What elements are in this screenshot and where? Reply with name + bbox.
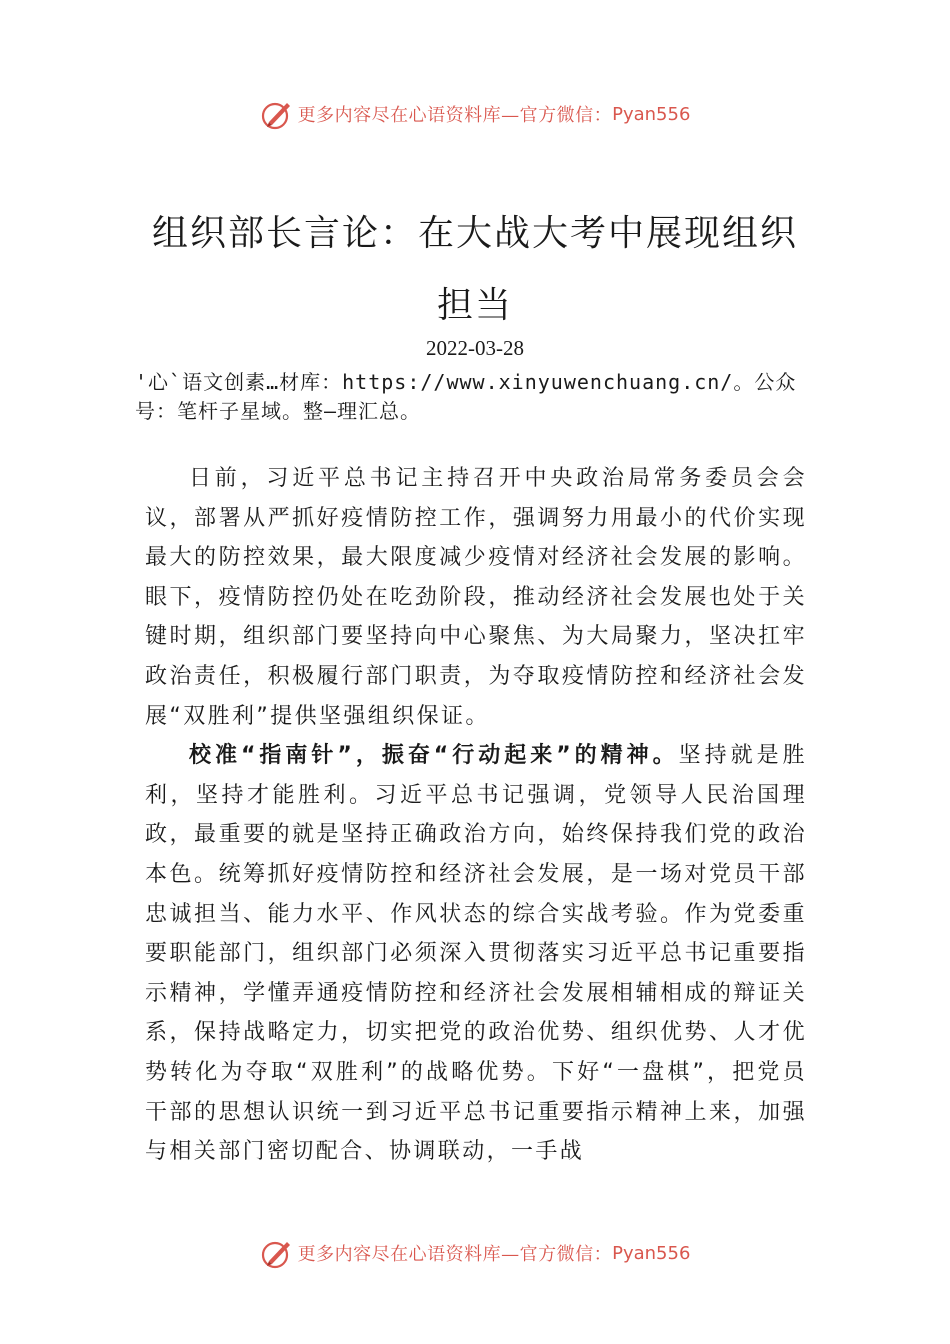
banner-text: 更多内容尽在心语资料库—官方微信： <box>297 1244 613 1265</box>
paragraph-2 <box>145 736 807 1172</box>
article-title: 组织部长言论：在大战大考中展现组织担当 <box>151 213 798 326</box>
pen-logo-icon <box>260 97 294 131</box>
article-body <box>145 459 807 1172</box>
paragraph-2-lead: 校准“指南针”，振奋“行动起来”的精神。 <box>189 743 679 769</box>
paragraph-1: 日前，习近平总书记主持召开中央政治局常务委员会会议，部署从严抓好疫情防控工作，强调努力用最小的代价实现最大的防控效果，最大限度减少疫情对经济社会发展的影响。眼下，疫情防控仍处在吃劲阶段，推动经济社会发展也处于关键时期，组织部门要坚持向中心聚焦、为大局聚力，坚决扛牢政治责任，积极履行部门职责，为夺取疫情防控和经济社会发展“双胜利”提供坚强组织保证。 <box>145 466 807 729</box>
banner-text: 更多内容尽在心语资料库—官方微信： <box>297 105 613 126</box>
pen-logo-icon <box>260 1236 294 1270</box>
source-note: '心`语文创素…材库：https://www.xinyuwenchuang.cn/。公众号：笔杆子星域。整—理汇总。 <box>135 370 797 423</box>
header-watermark-banner <box>0 94 950 134</box>
paragraph-2-text: 坚持就是胜利，坚持才能胜利。习近平总书记强调，党领导人民治国理政，最重要的就是坚持正确政治方向，始终保持我们党的政治本色。统筹抓好疫情防控和经济社会发展，是一场对党员干部忠诚担当、能力水平、作风状态的综合实战考验。作为党委重要职能部门，组织部门必须深入贯彻落实习近平总书记重要指示精神，学懂弄通疫情防控和经济社会发展相辅相成的辩证关系，保持战略定力，切实把党的政治优势、组织优势、人才优势转化为夺取“双胜利”的战略优势。下好“一盘棋”，把党员干部的思想认识统一到习近平总书记重要指示精神上来，加强与相关部门密切配合、协调联动，一手战 <box>145 743 807 1165</box>
banner-wechat-id: Pyan556 <box>612 1242 691 1264</box>
banner-wechat-id: Pyan556 <box>612 103 691 125</box>
article-date: 2022-03-28 <box>426 336 524 360</box>
footer-watermark-banner <box>0 1233 950 1273</box>
